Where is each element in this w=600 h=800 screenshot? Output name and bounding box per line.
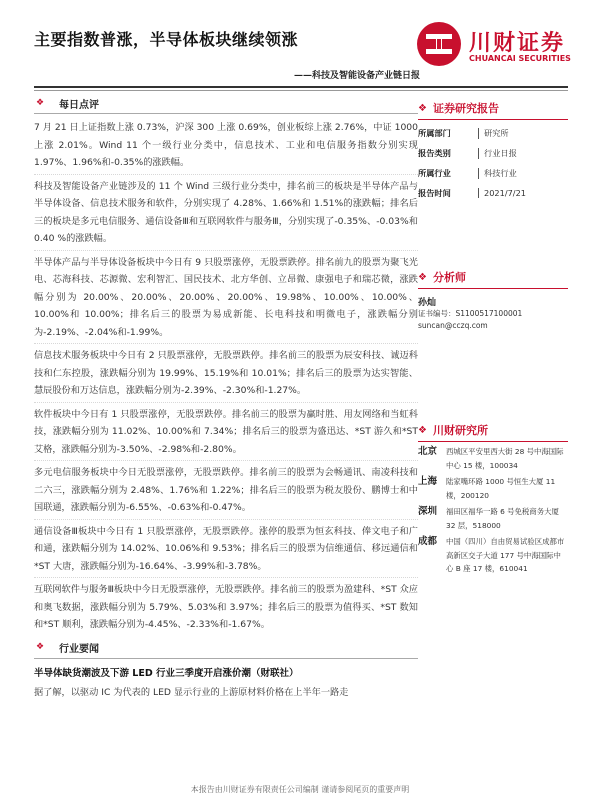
- page-title: 主要指数普涨，半导体板块继续领涨: [34, 30, 299, 49]
- diamond-icon: ❖: [418, 102, 427, 114]
- report-info-heading: [418, 98, 568, 118]
- analyst-email[interactable]: suncan@cczq.com: [418, 321, 488, 330]
- diamond-icon: ❖: [36, 642, 45, 652]
- company-logo: [415, 16, 585, 74]
- diamond-icon: ❖: [418, 271, 427, 283]
- office-entry: [418, 505, 568, 532]
- analyst-heading-text: 分析师: [432, 271, 466, 284]
- sidebar-divider: [418, 441, 568, 442]
- office-entry: [418, 445, 568, 472]
- section-divider: [34, 658, 418, 659]
- review-paragraph: 7 月 21 日上证指数上涨 0.73%，沪深 300 上涨 0.69%，创业板综上涨 2.76%，中证 1000 上涨 2.01%。Wind 11 个一级行业分类中，信息技术、工业和电信服务指数分别实现 1.97%、1.96%和-0.35%的涨跌幅。: [34, 119, 418, 175]
- report-info-row: [418, 143, 568, 163]
- report-info-value: 2021/7/21: [478, 188, 526, 198]
- office-entry: [418, 475, 568, 502]
- review-paragraph: 互联网软件与服务Ⅲ板块中今日无股票涨停，无股票跌停。排名前三的股票为盈建科、*ST 众应和奥飞数据，涨跌幅分别为 5.79%、5.03%和 3.97%；排名后三的股票为值得买、*ST 数知和*ST 顺利，涨跌幅分别为-4.45%、-2.33%和-1.67%。: [34, 584, 418, 630]
- office-city: 北京: [418, 446, 438, 457]
- office-address: 福田区福华一路 6 号免税商务大厦 32 层，518000: [446, 507, 559, 530]
- report-info-heading-text: 证券研究报告: [432, 102, 499, 115]
- report-info-key: 报告类别: [418, 147, 451, 158]
- report-info-value: 研究所: [478, 128, 509, 139]
- review-paragraph: 通信设备Ⅲ板块中今日有 1 只股票涨停，无股票跌停。涨停的股票为恒玄科技、俸文电子和广和通，涨跌幅分别为 14.02%、10.06%和 9.53%；排名后三的股票为信维通信、移远通信和*ST 大唐，涨跌幅分别为-16.64%、-3.99%和-3.78%。: [34, 523, 418, 579]
- news-title: 半导体缺货潮波及下游 LED 行业三季度开启涨价潮（财联社）: [34, 667, 299, 679]
- logo-text-en: CHUANCAI SECURITIES: [469, 54, 571, 63]
- analyst-cert: 证书编号：S1100517100001: [418, 309, 523, 318]
- office-address: 中国（四川）自由贸易试验区成都市高新区交子大道 177 号中海国际中心 B 座 17 楼，610041: [446, 537, 565, 573]
- logo-mark-icon: [415, 20, 463, 68]
- institute-heading-text: 川财研究所: [432, 424, 488, 437]
- review-paragraph: 科技及智能设备产业链涉及的 11 个 Wind 三级行业分类中，排名前三的板块是半导体产品与半导体设备、信息技术服务和软件，分别实现了 4.28%、1.66%和 1.51%的涨跌幅；排名后三的板块是多元电信服务、通信设备Ⅲ和互联网软件与服务Ⅲ，分别实现了-0.35%、-0.03%和 0.40 %的涨跌幅。: [34, 178, 418, 251]
- sidebar-divider: [418, 119, 568, 120]
- office-city: 上海: [418, 476, 438, 487]
- industry-news-heading-text: 行业要闻: [59, 644, 99, 655]
- report-info-row: [418, 183, 568, 203]
- industry-news-heading: [34, 639, 418, 657]
- diamond-icon: ❖: [36, 97, 45, 108]
- review-paragraph: 信息技术服务板块中今日有 2 只股票涨停，无股票跌停。排名前三的股票为辰安科技、诚迈科技和仁东控股，涨跌幅分别为 19.99%、15.19%和 10.01%；排名后三的股票为达实智能、慧辰股份和万达信息，涨跌幅分别为-2.39%、-2.30%和-1.27%。: [34, 347, 418, 403]
- page-subtitle: ——科技及智能设备产业链日报: [293, 71, 420, 81]
- office-city: 成都: [418, 536, 438, 547]
- review-paragraph: 软件板块中今日有 1 只股票涨停，无股票跌停。排名前三的股票为赢时胜、用友网络和当虹科技，涨跌幅分别为 11.02%、10.00%和 7.34%；排名后三的股票为盛迅达、*ST 游久和*ST 艾格，涨跌幅分别为-3.50%、-2.98%和-2.80%。: [34, 406, 418, 462]
- section-divider: [34, 113, 418, 114]
- office-city: 深圳: [418, 506, 438, 517]
- analyst-name: 孙灿: [418, 298, 437, 308]
- review-paragraph: 半导体产品与半导体设备板块中今日有 9 只股票涨停，无股票跌停。排名前九的股票为聚飞光电、芯海科技、芯源微、宏利智汇、国民技术、北方华创、立昂微、康强电子和瑞芯微，涨跌幅分别为 20.00%、20.00%、20.00%、20.00%、19.98%、10.00%、10.00%、10.00%和 10.00%；排名后三的股票为易成新能、长电科技和明微电子，涨跌幅分别为-2.19%、-2.04%和-1.99%。: [34, 254, 418, 345]
- daily-review-heading-text: 每日点评: [59, 99, 99, 111]
- report-info-key: 所属行业: [418, 167, 451, 178]
- institute-heading: [418, 420, 568, 440]
- logo-text-cn: 川财证券: [469, 31, 566, 56]
- review-paragraph: 多元电信服务板块中今日无股票涨停，无股票跌停。排名前三的股票为会畅通讯、南凌科技和二六三，涨跌幅分别为 2.48%、1.76%和 1.22%；排名后三的股票为税友股份、鹏博士和中国联通，涨跌幅分别为-6.55%、-0.63%和-0.47%。: [34, 464, 418, 520]
- office-entry: [418, 535, 568, 576]
- daily-review-heading: [34, 94, 418, 112]
- sidebar: [418, 98, 568, 576]
- main-content: [34, 94, 418, 706]
- report-info-row: [418, 163, 568, 183]
- report-info-row: [418, 123, 568, 143]
- analyst-heading: [418, 267, 568, 287]
- diamond-icon: ❖: [418, 424, 427, 436]
- header-rule: [34, 86, 568, 88]
- report-info-value: 行业日报: [478, 148, 517, 159]
- header-rule-thin: [34, 90, 568, 91]
- news-snippet: 据了解，以驱动 IC 为代表的 LED 显示行业的上游原材料价格在上半年一路走: [34, 686, 349, 698]
- report-info-key: 报告时间: [418, 187, 451, 198]
- office-address: 西城区平安里西大街 28 号中海国际中心 15 楼，100034: [446, 447, 564, 470]
- report-info-value: 科技行业: [478, 168, 517, 179]
- sidebar-divider: [418, 288, 568, 289]
- office-address: 陆家嘴环路 1000 号恒生大厦 11 楼，200120: [446, 477, 556, 500]
- report-info-key: 所属部门: [418, 127, 451, 138]
- page-footer: 本报告由川财证券有限责任公司编制 谨请参阅尾页的重要声明: [190, 785, 410, 794]
